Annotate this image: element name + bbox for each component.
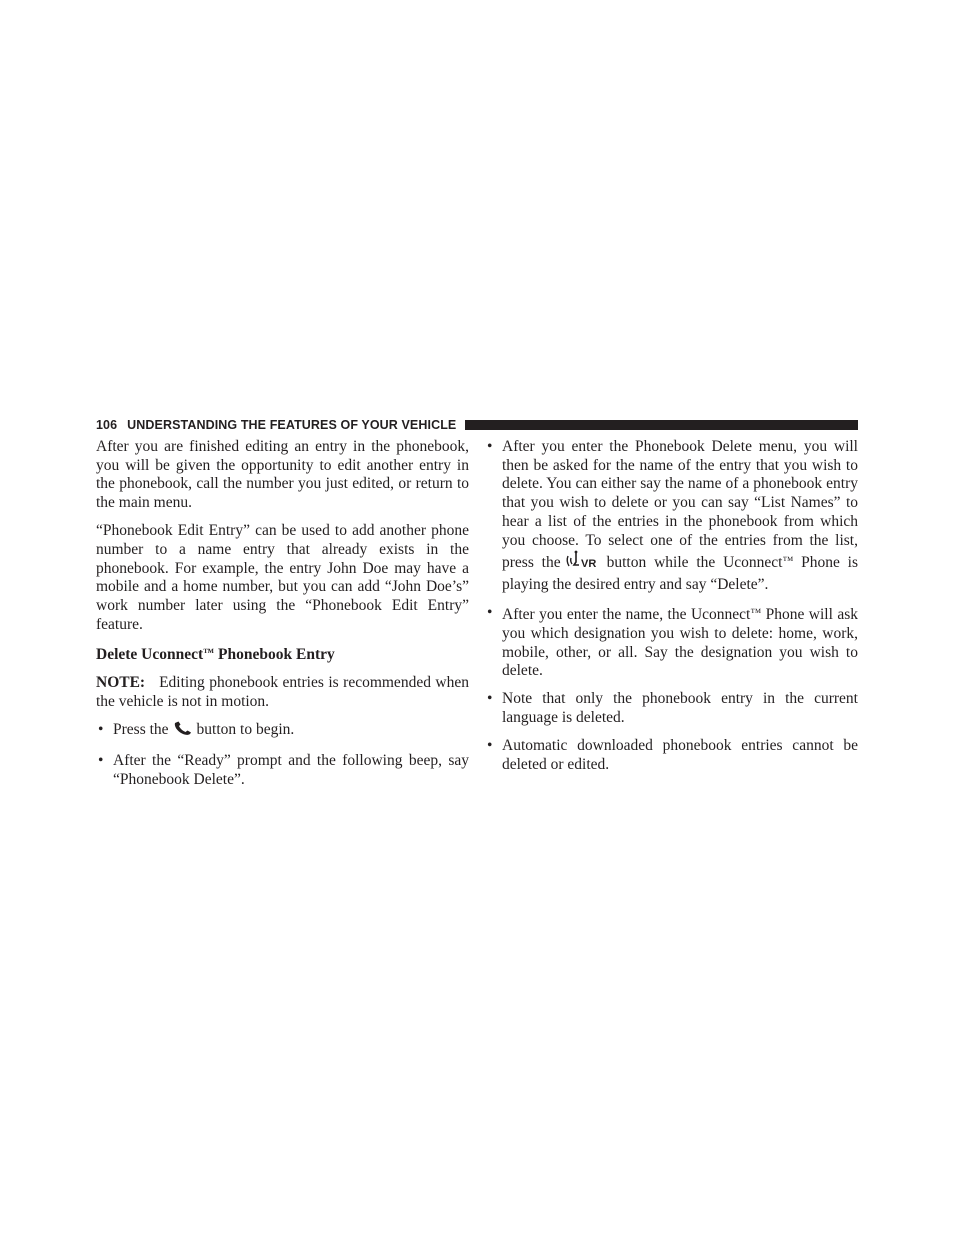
note-paragraph: NOTE: Editing phonebook entries is recommended when the vehicle is not in motion. (96, 674, 469, 710)
note-label: NOTE: (96, 674, 146, 692)
page-header (96, 417, 858, 432)
voice-recognition-icon (565, 550, 603, 576)
paragraph-edit-entry: “Phonebook Edit Entry” can be used to add another phone number to a name entry that already exists in the phonebook. For example, the entry John Doe may have a mobile and a home number, but you can add “John Doe’s” work number later using the “Phonebook Edit Entry” feature. (96, 522, 469, 633)
svg-text:VR: VR (580, 558, 596, 571)
right-column (485, 438, 858, 784)
header-rule (465, 420, 858, 430)
paragraph-edit-finished: After you are finished editing an entry in the phonebook, you will be given the opportunity to edit another entry in the phonebook, call the number you just edited, or return to the main menu. (96, 438, 469, 512)
left-column (96, 438, 469, 799)
phone-icon (173, 721, 193, 743)
list-item: • Note that only the phonebook entry in the current language is deleted. (487, 690, 858, 727)
page-number: 106 (96, 417, 118, 432)
section-title: UNDERSTANDING THE FEATURES OF YOUR VEHICLE (127, 417, 457, 432)
list-item: • Press the button to begin. (96, 721, 469, 743)
right-bullet-list (485, 438, 858, 775)
list-item: • After you enter the Phonebook Delete menu, you will then be asked for the name of the entry that you wish to delete. You can either say the name of a phonebook entry that you wish to delete or you can say “List Names” to hear a list of the entries in the phonebook from which you choose. To select one of the entries from the list, press the VR button while the Uconnect™ Phone is playing the desired entry and say “Delete”. (487, 438, 859, 593)
section-heading: Delete Uconnect™ Phonebook Entry (96, 646, 335, 664)
list-item: • Automatic downloaded phonebook entries cannot be deleted or edited. (487, 737, 858, 774)
list-item: • After you enter the name, the Uconnect™ Phone will ask you which designation you wish to delete: home, work, mobile, other, or all. Say the designation you wish to delete. (487, 604, 858, 680)
left-bullet-list (96, 721, 469, 790)
list-item: • After the “Ready” prompt and the following beep, say “Phonebook Delete”. (98, 752, 469, 789)
